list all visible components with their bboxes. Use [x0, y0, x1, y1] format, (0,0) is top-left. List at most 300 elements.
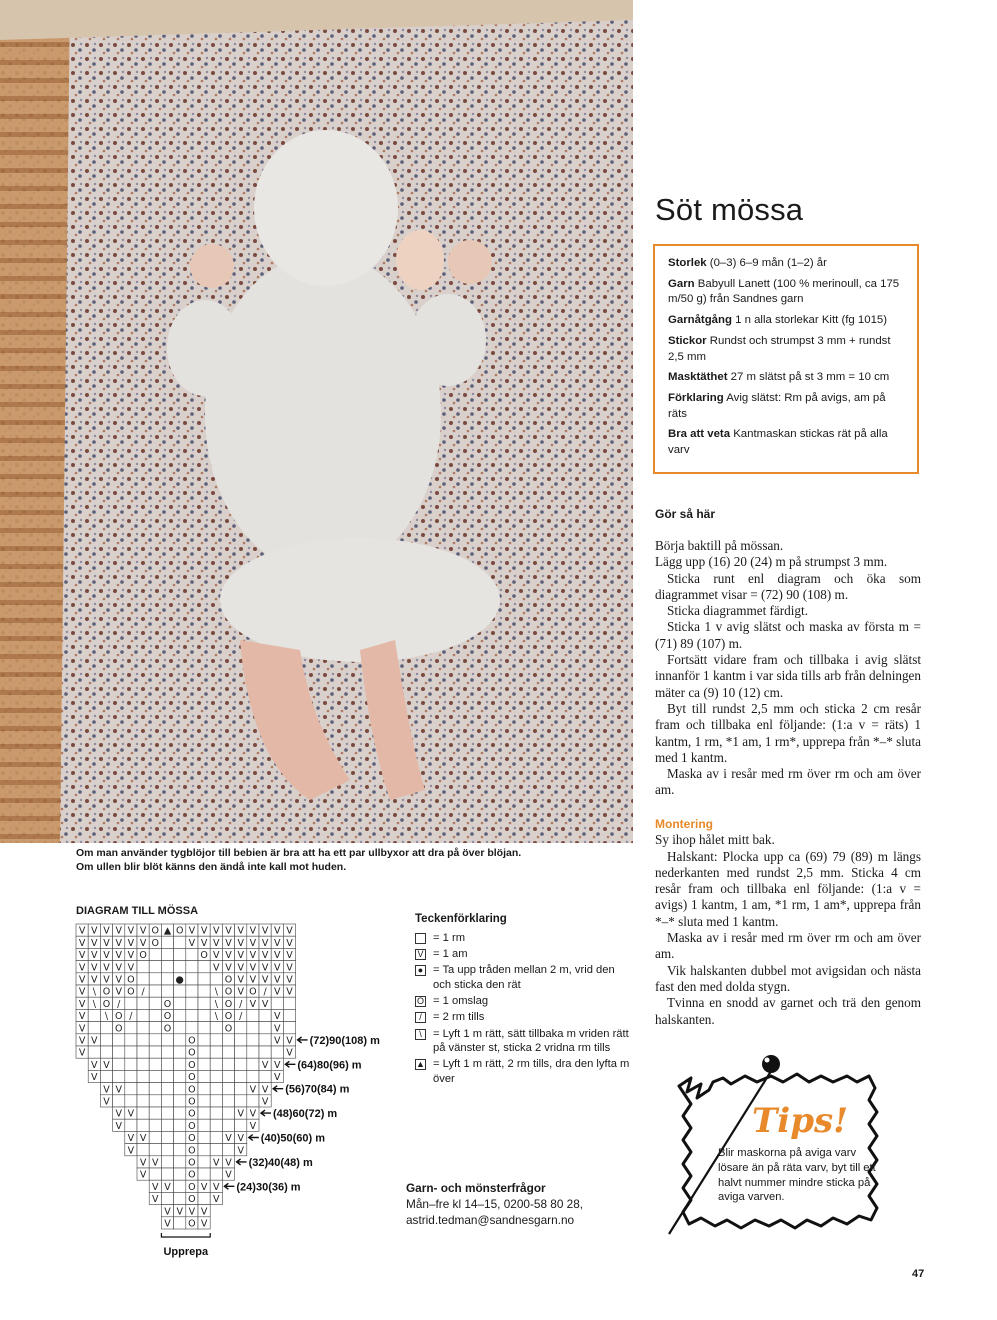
tips-text: Blir maskorna på aviga varv lösare än på räta varv, byt till ett halvt nummer mindre sticka på aviga varven.: [718, 1147, 876, 1204]
chart-symbol: V: [249, 974, 257, 986]
chart-symbol: V: [78, 1035, 86, 1047]
chart-cell: [174, 1119, 186, 1131]
knit-symbol-icon: [415, 933, 426, 944]
chart-symbol: O: [188, 1218, 196, 1230]
chart-cell: [222, 1095, 234, 1107]
baby-photo: [0, 0, 633, 843]
chart-symbol: V: [274, 1072, 281, 1084]
chart-symbol: V: [274, 950, 281, 962]
chart-symbol: V: [91, 1072, 98, 1084]
chart-cell: [137, 1107, 149, 1119]
instruction-paragraph: Sticka diagrammet färdigt.: [667, 603, 808, 619]
chart-symbol: V: [274, 925, 281, 937]
chart-symbol: O: [163, 1023, 172, 1035]
chart-symbol: V: [127, 1145, 135, 1157]
chart-cell: [174, 1131, 186, 1143]
chart-symbol: O: [151, 925, 160, 937]
chart-symbol: V: [188, 1206, 196, 1218]
chart-symbol: V: [78, 1023, 86, 1035]
chart-cell: [137, 1119, 149, 1131]
chart-cell: [198, 1034, 210, 1046]
chart-symbol: O: [188, 1047, 196, 1059]
info-row: Stickor Rundst och strumpst 3 mm + rundst 2,5 mm: [668, 334, 891, 363]
repeat-label: Upprepa: [163, 1246, 209, 1258]
chart-cell: [149, 1070, 161, 1082]
montering-paragraph: Halskant: Plocka upp ca (69) 79 (89) m längs nederkanten med rundst 2,5 mm. Sticka 4 cm resår fram och tillbaka enl följande: (1:a v = avigs) 1 kantm, 1 am, *1 rm, 1 am*, upprepa från *–* sluta med 1 kantm.: [655, 848, 921, 929]
chart-symbol: O: [175, 925, 184, 937]
chart-symbol: V: [274, 986, 281, 998]
chart-symbol: V: [249, 962, 257, 974]
chart-cell: [174, 1058, 186, 1070]
chart-symbol: V: [164, 1206, 171, 1218]
chart-symbol: V: [78, 1047, 86, 1059]
chart-cell: [198, 1107, 210, 1119]
chart-cell: [210, 1034, 222, 1046]
instruction-paragraph: Sticka runt enl diagram och öka som diagrammet visar = (72) 90 (108) m.: [655, 570, 921, 602]
chart-cell: [174, 997, 186, 1009]
chart-symbol: V: [225, 1133, 232, 1145]
legend-title: Teckenförklaring: [415, 913, 507, 925]
chart-cell: [100, 1046, 112, 1058]
purl-symbol-icon: V: [415, 949, 426, 960]
chart-symbol: O: [163, 998, 172, 1010]
chart-cell: [113, 1070, 125, 1082]
increase-symbol-icon: ●: [415, 965, 426, 976]
chart-symbol: V: [261, 925, 269, 937]
chart-cell: [113, 1095, 125, 1107]
instruction-paragraph: Börja baktill på mössan.: [655, 538, 784, 553]
chart-cell: [149, 1034, 161, 1046]
arrow-icon: [285, 1061, 295, 1067]
chart-symbol: O: [188, 1084, 196, 1096]
chart-symbol: V: [115, 974, 122, 986]
chart-symbol: O: [188, 1169, 196, 1181]
chart-cell: [235, 1022, 247, 1034]
chart-symbol: O: [102, 986, 111, 998]
stitch-count-label: (24)30(36) m: [236, 1181, 301, 1194]
sk2p-symbol-icon: ▲: [416, 1059, 425, 1070]
chart-cell: [88, 1009, 100, 1021]
chart-cell: [283, 997, 295, 1009]
chart-cell: [247, 1034, 259, 1046]
chart-symbol: V: [261, 998, 269, 1010]
chart-symbol: V: [286, 986, 293, 998]
chart-symbol: ●: [175, 974, 184, 986]
chart-cell: [137, 961, 149, 973]
chart-cell: [186, 961, 198, 973]
chart-cell: [283, 1009, 295, 1021]
chart-cell: [198, 1144, 210, 1156]
chart-cell: [125, 1070, 137, 1082]
chart-cell: [198, 1095, 210, 1107]
instructions-body: [655, 538, 921, 799]
chart-symbol: V: [213, 1157, 220, 1169]
chart-cell: [125, 1119, 137, 1131]
chart-cell: [235, 1046, 247, 1058]
chart-symbol: O: [188, 1133, 196, 1145]
chart-symbol: V: [115, 986, 122, 998]
chart-symbol: V: [115, 1120, 122, 1132]
instruction-paragraph: Fortsätt vidare fram och tillbaka i avig slätst innanför 1 kantm i var sida tills arb från delningen mäter ca (9) 10 (12) cm.: [655, 652, 921, 700]
chart-cell: [125, 1034, 137, 1046]
stitch-count-label: (40)50(60) m: [260, 1132, 326, 1145]
diagram-title: DIAGRAM TILL MÖSSA: [76, 905, 199, 917]
chart-cell: [259, 1034, 271, 1046]
arrow-icon: [273, 1086, 283, 1092]
chart-cell: [149, 1131, 161, 1143]
legend-item: O = 1 omslag: [416, 995, 489, 1008]
chart-symbol: \: [104, 1011, 109, 1023]
chart-cell: [222, 1034, 234, 1046]
chart-cell: [149, 1144, 161, 1156]
chart-cell: [174, 1070, 186, 1082]
chart-symbol: O: [151, 937, 160, 949]
caption-line: Om man använder tygblöjor till bebien är bra att ha ett par ullbyxor att dra på över blöjan.: [76, 847, 522, 859]
chart-symbol: V: [286, 1035, 293, 1047]
chart-cell: [198, 985, 210, 997]
chart-cell: [113, 1058, 125, 1070]
chart-symbol: V: [78, 986, 86, 998]
chart-cell: [149, 1009, 161, 1021]
chart-symbol: V: [127, 937, 135, 949]
legend-item: ● = Ta upp tråden mellan 2 m, vrid den och sticka den rät: [415, 963, 635, 992]
chart-cell: [174, 1107, 186, 1119]
chart-symbol: V: [274, 1011, 281, 1023]
chart-symbol: V: [200, 1206, 208, 1218]
chart-symbol: V: [261, 950, 269, 962]
chart-symbol: V: [237, 1133, 244, 1145]
chart-cell: [149, 1022, 161, 1034]
chart-cell: [222, 1119, 234, 1131]
k2tog-symbol-icon: /: [415, 1012, 426, 1023]
chart-symbol: V: [225, 950, 232, 962]
chart-cell: [149, 961, 161, 973]
chart-symbol: V: [139, 937, 147, 949]
chart-cell: [137, 1034, 149, 1046]
chart-symbol: V: [249, 1108, 257, 1120]
chart-cell: [161, 1144, 173, 1156]
chart-symbol: O: [249, 986, 257, 998]
chart-symbol: V: [200, 1218, 208, 1230]
chart-cell: [210, 1107, 222, 1119]
info-row: Förklaring Avig slätst: Rm på avigs, am på räts: [668, 392, 886, 420]
chart-cell: [88, 1022, 100, 1034]
chart-symbol: V: [249, 1120, 257, 1132]
chart-symbol: V: [213, 1194, 220, 1206]
chart-cell: [174, 985, 186, 997]
knitting-chart: [76, 924, 386, 1258]
chart-cell: [210, 1119, 222, 1131]
chart-symbol: V: [225, 925, 232, 937]
chart-cell: [259, 1070, 271, 1082]
chart-symbol: V: [225, 962, 232, 974]
photo-caption: [76, 846, 626, 874]
chart-symbol: V: [115, 925, 122, 937]
chart-cell: [113, 1046, 125, 1058]
chart-symbol: V: [103, 937, 110, 949]
chart-cell: [137, 1046, 149, 1058]
chart-cell: [149, 1107, 161, 1119]
chart-cell: [161, 985, 173, 997]
chart-symbol: V: [127, 950, 135, 962]
chart-cell: [161, 1034, 173, 1046]
montering-paragraph: Maska av i resår med rm över rm och am över am.: [655, 930, 921, 962]
chart-symbol: V: [91, 950, 98, 962]
stitch-count-label: (64)80(96) m: [297, 1059, 362, 1072]
chart-cell: [174, 1009, 186, 1021]
chart-cell: [198, 961, 210, 973]
chart-cell: [210, 1144, 222, 1156]
page-title: Söt mössa: [655, 192, 804, 227]
chart-cell: [149, 948, 161, 960]
chart-symbol: O: [188, 1035, 196, 1047]
repeat-bracket: [161, 1233, 210, 1237]
chart-cell: [247, 1022, 259, 1034]
chart-symbol: ▲: [163, 925, 172, 937]
stitch-count-label: (48)60(72) m: [273, 1108, 338, 1121]
chart-symbol: O: [188, 1157, 196, 1169]
chart-symbol: V: [286, 962, 293, 974]
chart-symbol: V: [139, 1157, 147, 1169]
chart-cell: [174, 1156, 186, 1168]
chart-cell: [198, 1156, 210, 1168]
chart-cell: [235, 1070, 247, 1082]
chart-cell: [198, 1131, 210, 1143]
chart-cell: [198, 997, 210, 1009]
chart-symbol: V: [286, 974, 293, 986]
chart-symbol: V: [200, 1181, 208, 1193]
arrow-icon: [224, 1183, 234, 1189]
yarn-over-symbol-icon: O: [416, 996, 424, 1007]
chart-symbol: V: [103, 962, 110, 974]
chart-cell: [161, 1083, 173, 1095]
chart-cell: [113, 1034, 125, 1046]
contact-heading: Garn- och mönsterfrågor: [406, 1181, 546, 1195]
chart-cell: [125, 1058, 137, 1070]
chart-cell: [137, 973, 149, 985]
caption-line: Om ullen blir blöt känns den ändå inte kall mot huden.: [76, 861, 347, 873]
chart-cell: [125, 997, 137, 1009]
chart-cell: [174, 1192, 186, 1204]
chart-cell: [174, 1144, 186, 1156]
chart-symbol: O: [224, 1023, 233, 1035]
chart-cell: [137, 997, 149, 1009]
chart-cell: [100, 1070, 112, 1082]
chart-symbol: V: [213, 925, 220, 937]
chart-symbol: V: [103, 974, 110, 986]
chart-cell: [186, 1022, 198, 1034]
chart-cell: [161, 948, 173, 960]
chart-symbol: O: [163, 1011, 172, 1023]
chart-symbol: V: [249, 937, 257, 949]
chart-cell: [174, 961, 186, 973]
chart-symbol: \: [92, 998, 96, 1010]
chart-symbol: /: [141, 986, 145, 998]
chart-symbol: V: [78, 937, 86, 949]
chart-cell: [186, 1009, 198, 1021]
chart-symbol: V: [225, 1169, 232, 1181]
chart-symbol: O: [188, 1072, 196, 1084]
chart-cell: [125, 1095, 137, 1107]
chart-cell: [271, 1046, 283, 1058]
chart-cell: [161, 1107, 173, 1119]
chart-symbol: V: [213, 937, 220, 949]
chart-cell: [161, 973, 173, 985]
chart-cell: [210, 1058, 222, 1070]
chart-symbol: O: [224, 998, 233, 1010]
stitch-count-label: (56)70(84) m: [285, 1083, 350, 1096]
arrow-icon: [261, 1110, 271, 1116]
chart-cell: [161, 1131, 173, 1143]
chart-symbol: V: [200, 937, 208, 949]
chart-symbol: V: [188, 937, 196, 949]
chart-cell: [186, 997, 198, 1009]
chart-cell: [161, 1156, 173, 1168]
arrow-icon: [237, 1159, 247, 1165]
chart-symbol: V: [249, 950, 257, 962]
chart-cell: [247, 1009, 259, 1021]
arrow-icon: [298, 1037, 308, 1043]
chart-symbol: V: [127, 1133, 135, 1145]
chart-cell: [198, 1192, 210, 1204]
chart-cell: [137, 1022, 149, 1034]
chart-symbol: V: [176, 1206, 183, 1218]
chart-symbol: V: [237, 1108, 244, 1120]
chart-cell: [137, 1095, 149, 1107]
chart-cell: [259, 1046, 271, 1058]
chart-cell: [137, 1083, 149, 1095]
chart-cell: [259, 1022, 271, 1034]
chart-symbol: O: [188, 1059, 196, 1071]
chart-cell: [222, 1070, 234, 1082]
chart-cell: [198, 1022, 210, 1034]
chart-cell: [210, 1083, 222, 1095]
chart-symbol: V: [115, 1108, 122, 1120]
chart-symbol: V: [115, 1084, 122, 1096]
chart-symbol: V: [152, 1194, 159, 1206]
chart-symbol: V: [249, 925, 257, 937]
chart-symbol: V: [213, 950, 220, 962]
contact-hours: Mån–fre kl 14–15, 0200-58 80 28,: [406, 1197, 584, 1211]
contact-email: astrid.tedman@sandnesgarn.no: [406, 1213, 575, 1227]
chart-cell: [186, 948, 198, 960]
chart-cell: [198, 1083, 210, 1095]
contact-info: [406, 1180, 583, 1228]
chart-symbol: V: [237, 937, 244, 949]
legend: [415, 931, 635, 1088]
chart-cell: [198, 1119, 210, 1131]
chart-symbol: V: [188, 925, 196, 937]
chart-symbol: /: [239, 998, 243, 1010]
ssk-symbol-icon: \: [415, 1029, 426, 1040]
chart-cell: [222, 1058, 234, 1070]
chart-symbol: O: [114, 1023, 123, 1035]
chart-symbol: V: [237, 986, 244, 998]
chart-cell: [247, 1046, 259, 1058]
chart-cell: [161, 936, 173, 948]
chart-cell: [149, 997, 161, 1009]
chart-symbol: V: [225, 1157, 232, 1169]
chart-symbol: O: [188, 1181, 196, 1193]
chart-symbol: V: [78, 974, 86, 986]
chart-symbol: V: [164, 1181, 171, 1193]
chart-symbol: V: [261, 1059, 269, 1071]
chart-cell: [149, 1058, 161, 1070]
chart-symbol: V: [286, 937, 293, 949]
chart-cell: [247, 1070, 259, 1082]
chart-cell: [198, 1046, 210, 1058]
chart-cell: [174, 1022, 186, 1034]
chart-symbol: V: [261, 974, 269, 986]
chart-cell: [174, 1095, 186, 1107]
chart-symbol: \: [214, 998, 218, 1010]
chart-symbol: V: [286, 925, 293, 937]
chart-cell: [161, 1070, 173, 1082]
chart-symbol: O: [188, 1120, 196, 1132]
chart-symbol: V: [139, 925, 147, 937]
chart-symbol: V: [237, 974, 244, 986]
chart-symbol: V: [78, 925, 86, 937]
chart-symbol: V: [274, 937, 281, 949]
info-row: Bra att veta Kantmaskan stickas rät på alla varv: [668, 428, 888, 457]
chart-symbol: V: [115, 937, 122, 949]
chart-cell: [247, 1058, 259, 1070]
chart-cell: [174, 1168, 186, 1180]
chart-cell: [186, 985, 198, 997]
chart-cell: [271, 997, 283, 1009]
chart-symbol: O: [200, 950, 208, 962]
chart-symbol: V: [103, 1084, 110, 1096]
chart-symbol: /: [129, 1011, 133, 1023]
chart-symbol: O: [127, 986, 135, 998]
chart-cell: [149, 973, 161, 985]
chart-symbol: V: [213, 1181, 220, 1193]
info-row: Storlek (0–3) 6–9 mån (1–2) år: [668, 257, 827, 269]
chart-cell: [174, 948, 186, 960]
chart-symbol: O: [114, 1011, 123, 1023]
chart-symbol: V: [91, 925, 98, 937]
chart-cell: [210, 1095, 222, 1107]
instructions-heading: Gör så här: [655, 507, 716, 521]
chart-cell: [149, 985, 161, 997]
chart-symbol: V: [237, 1145, 244, 1157]
chart-symbol: V: [103, 1059, 110, 1071]
chart-symbol: \: [214, 986, 218, 998]
arrow-icon: [249, 1135, 259, 1141]
chart-symbol: O: [127, 974, 135, 986]
montering-paragraph: Vik halskanten dubbel mot avigsidan och nästa fast den med dolda stygn.: [655, 962, 921, 994]
chart-cell: [125, 1046, 137, 1058]
chart-symbol: V: [225, 937, 232, 949]
chart-cell: [174, 1034, 186, 1046]
instruction-paragraph: Sticka 1 v avig slätst och maska av första m = (71) 89 (107) m.: [655, 619, 921, 651]
chart-symbol: V: [286, 1047, 293, 1059]
chart-symbol: V: [91, 974, 98, 986]
chart-cell: [259, 1009, 271, 1021]
chart-cell: [125, 1083, 137, 1095]
info-box: [653, 244, 919, 474]
stitch-count-label: (32)40(48) m: [248, 1156, 313, 1169]
chart-symbol: V: [91, 962, 98, 974]
chart-cell: [235, 1083, 247, 1095]
chart-symbol: \: [214, 1011, 218, 1023]
chart-cell: [235, 1058, 247, 1070]
chart-symbol: /: [263, 986, 267, 998]
chart-symbol: O: [224, 1011, 233, 1023]
legend-item: \ = Lyft 1 m rätt, sätt tillbaka m vriden rätt på vänster st, sticka 2 vridna rm tills: [415, 1027, 635, 1056]
chart-cell: [161, 1119, 173, 1131]
chart-cell: [222, 1083, 234, 1095]
